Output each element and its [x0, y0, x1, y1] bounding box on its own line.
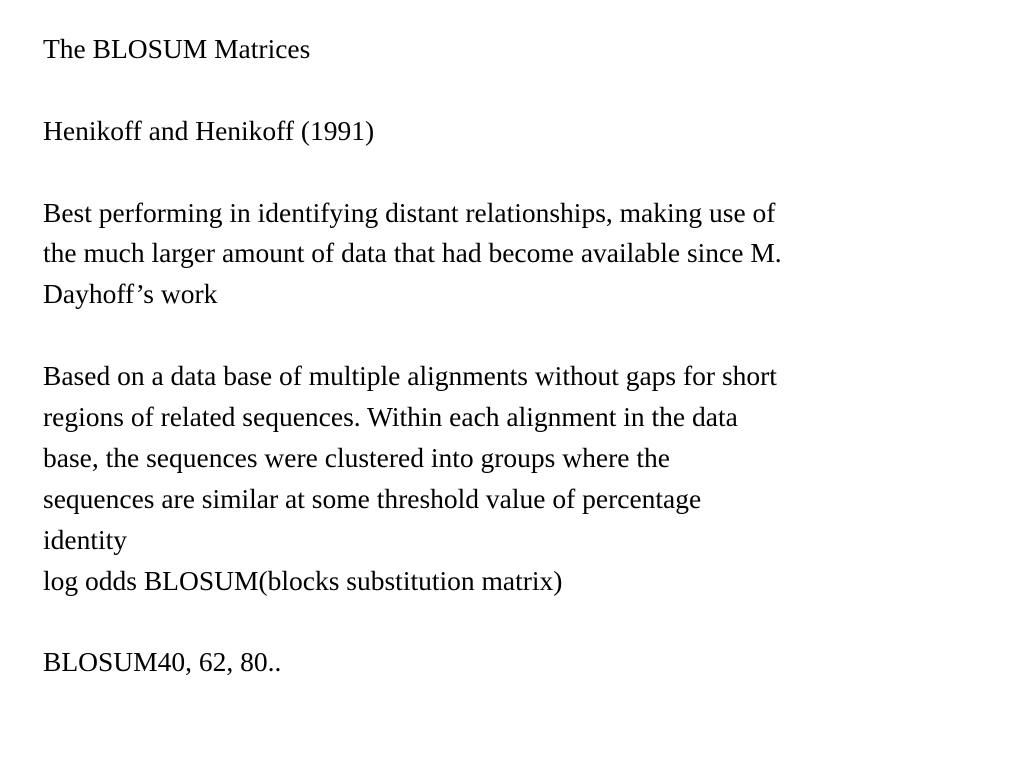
slide-title: The BLOSUM Matrices: [43, 33, 311, 64]
spacer: [43, 152, 983, 193]
paragraph-line: Based on a data base of multiple alignments without gaps for short: [43, 360, 777, 392]
spacer: [43, 70, 983, 111]
paragraph-line: the much larger amount of data that had become available since M.: [43, 237, 782, 269]
paragraph-line: base, the sequences were clustered into groups where the: [43, 441, 670, 473]
spacer: [43, 315, 983, 356]
paragraph-line: sequences are similar at some threshold value of percentage: [43, 482, 702, 514]
paragraph-line: Best performing in identifying distant relationships, making use of: [43, 196, 776, 228]
paragraph-line: identity: [43, 523, 128, 555]
spacer: [43, 601, 983, 642]
paragraph-line: regions of related sequences. Within each alignment in the data: [43, 401, 738, 433]
log-odds-line: log odds BLOSUM(blocks substitution matrix): [43, 564, 563, 596]
paragraph-performance: [43, 193, 983, 316]
citation: Henikoff and Henikoff (1991): [43, 114, 375, 146]
blosum-variants: BLOSUM40, 62, 80..: [43, 646, 282, 678]
paragraph-line: Dayhoff’s work: [43, 278, 218, 310]
paragraph-database: [43, 356, 983, 560]
slide-body: [43, 29, 983, 683]
